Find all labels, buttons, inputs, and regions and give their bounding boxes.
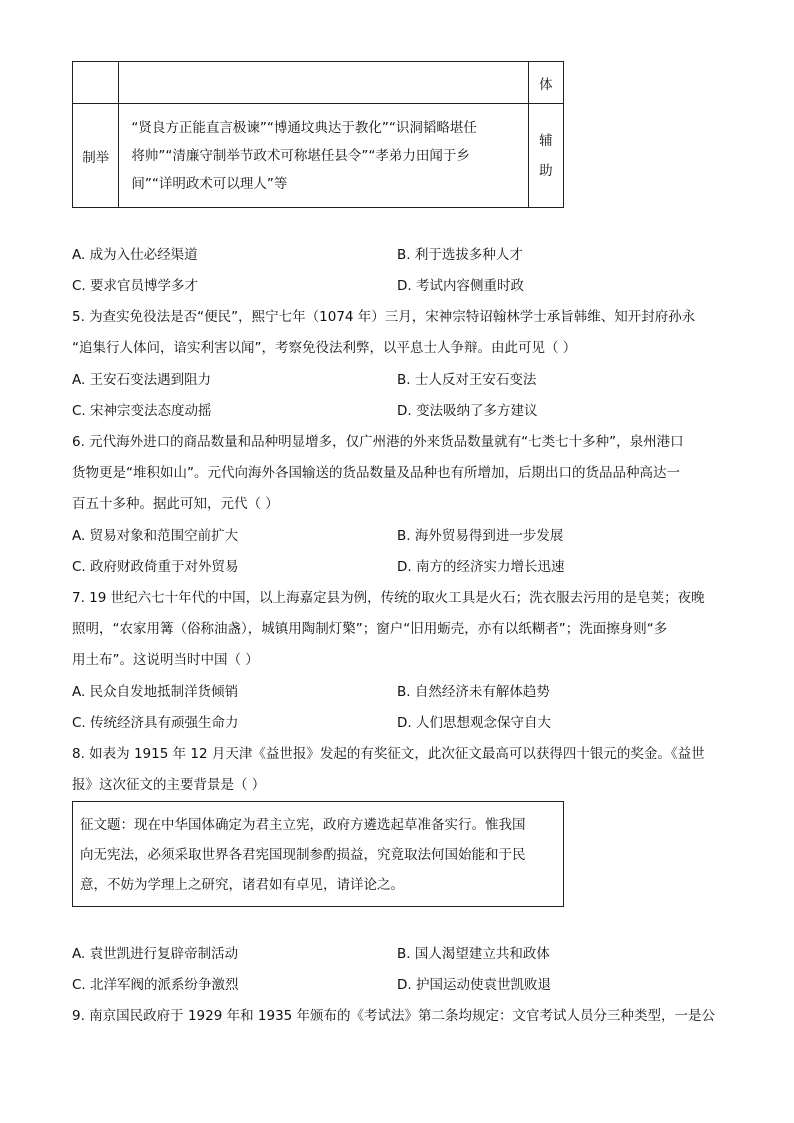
- option-a: A. 袁世凯进行复辟帝制活动: [72, 946, 239, 962]
- option-b: B. 自然经济未有解体趋势: [397, 684, 550, 700]
- question-5-stem: “追集行人体问，谙实利害以闻”，考察免役法利弊，以平息士人争辩。由此可见（ ）: [72, 340, 577, 356]
- option-d: D. 考试内容侧重时政: [397, 278, 524, 294]
- table-text-line: “贤良方正能直言极谏”“博通坟典达于教化”“识洞韬略堪任: [131, 119, 477, 136]
- box-text-line: 向无宪法，必须采取世界各君宪国现制参酌损益，究竟取法何国始能和于民: [80, 847, 526, 863]
- option-d: D. 人们思想观念保守自大: [397, 715, 551, 731]
- table-cell-exam-subjects: [119, 104, 528, 208]
- question-8-stem: 报》这次征文的主要背景是（ ）: [72, 777, 266, 793]
- question-6-stem: 百五十多种。据此可知，元代（ ）: [72, 496, 279, 512]
- option-c: C. 传统经济具有顽强生命力: [72, 715, 239, 731]
- table-text-line: 辅: [539, 132, 553, 149]
- option-d: D. 变法吸纳了多方建议: [397, 403, 538, 419]
- question-7-stem: 照明，“农家用篝（俗称油盏），城镇用陶制灯檠”；窗户“旧用蛎壳，亦有以纸糊者”；洗面擦身则“多: [72, 621, 668, 637]
- table-text-line: 助: [539, 162, 553, 179]
- option-c: C. 北洋军阀的派系纷争激烈: [72, 977, 239, 993]
- table-cell-exam-type: 制举: [73, 104, 119, 208]
- box-text-line: 征文题：现在中华国体确定为君主立宪，政府方遴选起草准备实行。惟我国: [80, 817, 526, 833]
- question-6-stem: 6. 元代海外进口的商品数量和品种明显增多，仅广州港的外来货品数量就有“七类七十多种”，泉州港口: [72, 434, 684, 450]
- question-7-stem: 用土布”。这说明当时中国（ ）: [72, 652, 259, 668]
- question-7-stem: 7. 19 世纪六七十年代的中国，以上海嘉定县为例，传统的取火工具是火石；洗衣服去污用的是皂荚；夜晚: [72, 590, 705, 606]
- option-c: C. 政府财政倚重于对外贸易: [72, 559, 239, 575]
- question-6-stem: 货物更是“堆积如山”。元代向海外各国输送的货品数量及品种也有所增加，后期出口的货品品种高达一: [72, 465, 680, 481]
- option-b: B. 国人渴望建立共和政体: [397, 946, 550, 962]
- table-cell: [119, 62, 528, 104]
- table-cell: [73, 62, 119, 104]
- box-text-line: 意，不妨为学理上之研究，诸君如有卓见，请详论之。: [80, 877, 404, 893]
- table-text-line: 间”“详明政术可以理人”等: [131, 175, 288, 192]
- table-row: [73, 62, 564, 104]
- table-row: [73, 104, 564, 208]
- table-text-line: 将帅”“清廉守制举节政术可称堪任县令”“孝弟力田闻于乡: [131, 147, 470, 164]
- option-a: A. 王安石变法遇到阻力: [72, 372, 212, 388]
- option-c: C. 宋神宗变法态度动摇: [72, 403, 212, 419]
- option-d: D. 护国运动使袁世凯败退: [397, 977, 551, 993]
- option-a: A. 成为入仕必经渠道: [72, 247, 198, 263]
- question-8-stem: 8. 如表为 1915 年 12 月天津《益世报》发起的有奖征文，此次征文最高可以获得四十银元的奖金。《益世: [72, 746, 705, 762]
- option-d: D. 南方的经济实力增长迅速: [397, 559, 565, 575]
- table-cell: 体: [528, 62, 563, 104]
- option-c: C. 要求官员博学多才: [72, 278, 199, 294]
- option-a: A. 民众自发地抵制洋货倾销: [72, 684, 239, 700]
- question-5-stem: 5. 为查实免役法是否“便民”，熙宁七年（1074 年）三月，宋神宗特诏翰林学士承旨韩维、知开封府孙永: [72, 309, 696, 325]
- option-b: B. 利于选拔多种人才: [397, 247, 523, 263]
- option-b: B. 海外贸易得到进一步发展: [397, 528, 564, 544]
- exam-system-table: [72, 61, 564, 208]
- question-9-stem: 9. 南京国民政府于 1929 年和 1935 年颁布的《考试法》第二条均规定：文官考试人员分三种类型，一是公: [72, 1008, 716, 1024]
- option-b: B. 士人反对王安石变法: [397, 372, 537, 388]
- option-a: A. 贸易对象和范围空前扩大: [72, 528, 239, 544]
- essay-prompt-box: [72, 801, 564, 907]
- table-cell-role: [528, 104, 563, 208]
